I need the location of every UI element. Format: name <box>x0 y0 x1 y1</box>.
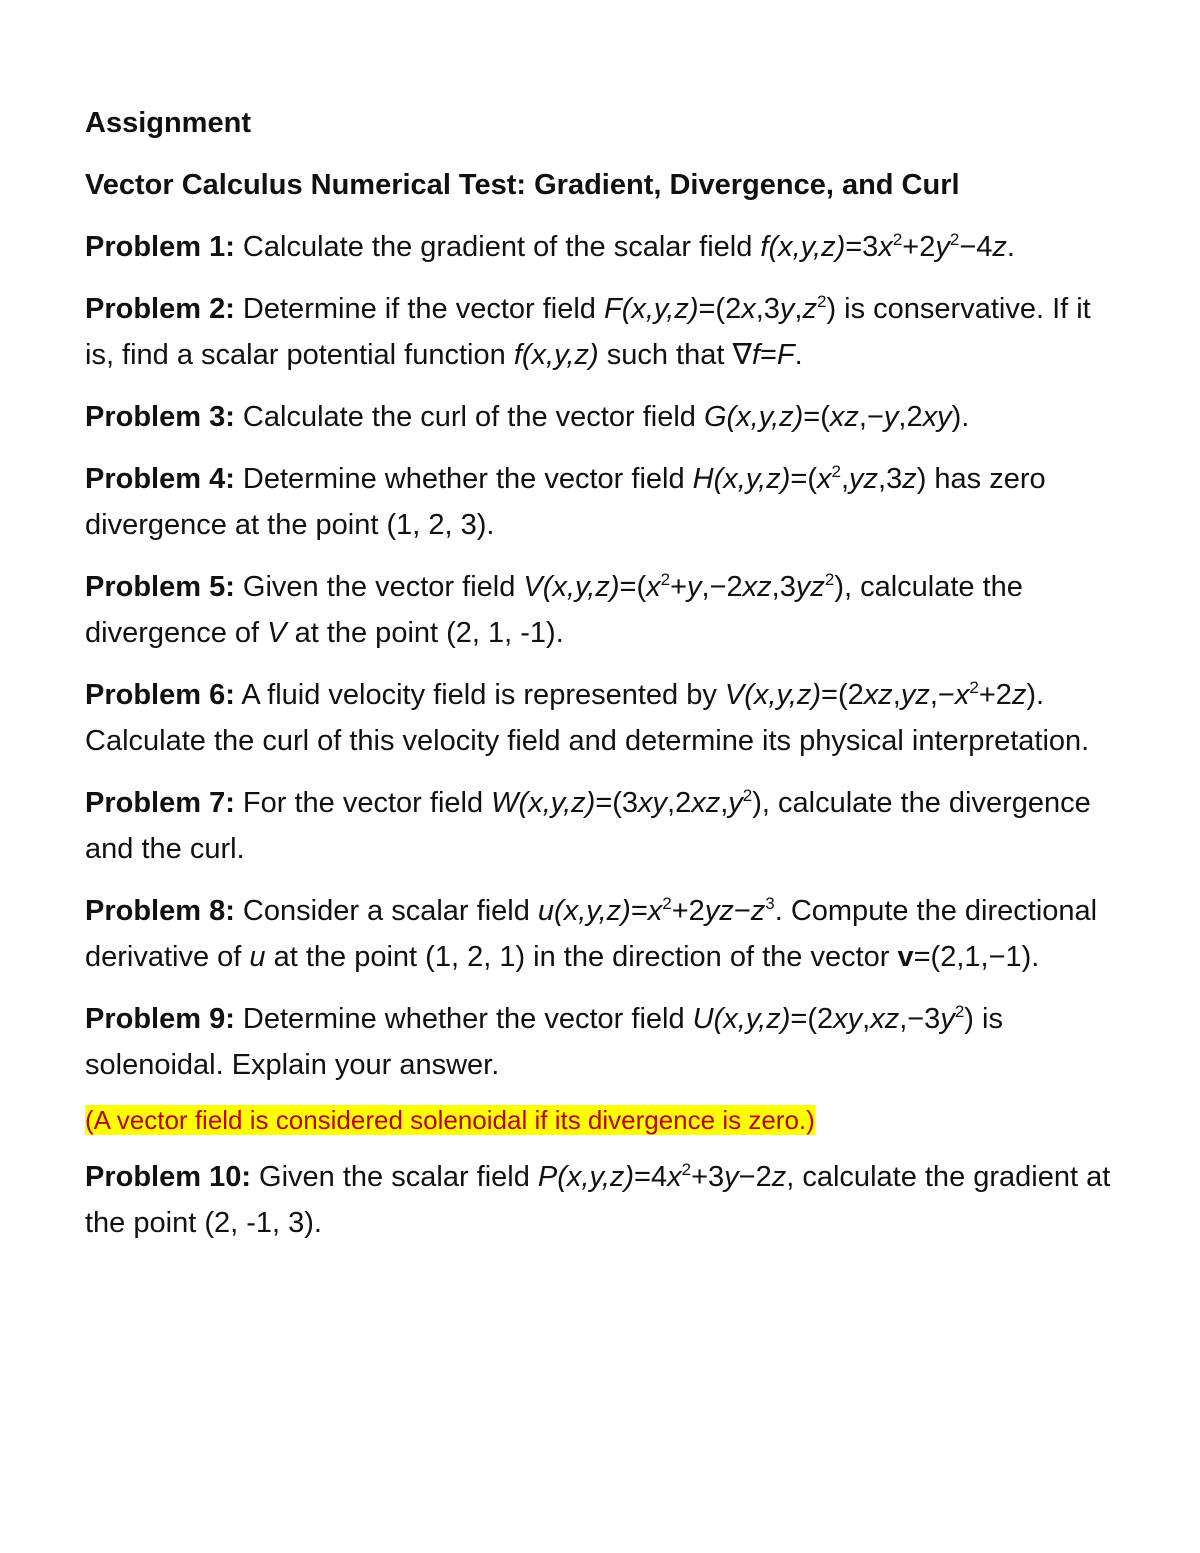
problem-6: Problem 6: A fluid velocity field is represented by $V(x,y,z)=(2xz,yz,-x^2+2z)$. Calculate the curl of this velocity field and determine its physical interpretation. <box>85 678 1090 757</box>
problem-10: Problem 10: Given the scalar field $P(x,y,z)=4x^2+3y-2z$, calculate the gradient at the point (2, -1, 3). <box>85 1160 1111 1239</box>
problem-9: Problem 9: Determine whether the vector field $U(x,y,z)=(2xy,xz,-3y^2)$ is solenoidal. Explain your answer. <box>85 1002 1003 1081</box>
problem-2: Problem 2: Determine if the vector field $F(x,y,z)=(2x,3y,z^2)$ is conservative. If it is, find a scalar potential function f(x,y,z) such that ∇f=F. <box>85 292 1091 371</box>
document-page <box>85 100 1125 1262</box>
nabla-symbol: ∇ <box>732 339 752 371</box>
problem-label: Problem 4: <box>85 463 235 495</box>
problem-1: Problem 1: Calculate the gradient of the scalar field $f(x,y,z)=3x^2+2y^2-4z$. <box>85 230 1015 263</box>
highlighted-note-text: (A vector field is considered solenoidal if its divergence is zero.) <box>85 1105 815 1135</box>
problem-4: Problem 4: Determine whether the vector field $H(x,y,z)=(x^2,yz,3z)$ has zero divergence at the point (1, 2, 3). <box>85 462 1046 541</box>
document-label: Assignment <box>85 107 251 139</box>
problem-label: Problem 10: <box>85 1161 251 1193</box>
problem-label: Problem 9: <box>85 1003 235 1035</box>
problem-label: Problem 1: <box>85 231 235 263</box>
problem-7: Problem 7: For the vector field $W(x,y,z)=(3xy,2xz,y^2)$, calculate the divergence and the curl. <box>85 786 1091 865</box>
problem-8: Problem 8: Consider a scalar field $u(x,y,z)=x^2+2yz-z^3$. Compute the directional derivative of u at the point (1, 2, 1) in the direction of the vector v=(2,1,−1). <box>85 894 1098 973</box>
problem-label: Problem 2: <box>85 293 235 325</box>
solenoidal-note <box>85 1100 1125 1140</box>
problem-label: Problem 6: <box>85 679 235 711</box>
problem-label: Problem 3: <box>85 401 235 433</box>
problem-label: Problem 8: <box>85 895 235 927</box>
problem-label: Problem 7: <box>85 787 235 819</box>
document-title: Vector Calculus Numerical Test: Gradient, Divergence, and Curl <box>85 169 960 201</box>
problem-label: Problem 5: <box>85 571 235 603</box>
problem-5: Problem 5: Given the vector field $V(x,y,z)=(x^2+y,-2xz,3yz^2)$, calculate the divergence of V at the point (2, 1, -1). <box>85 570 1023 649</box>
problem-3: Problem 3: Calculate the curl of the vector field G(x,y,z)=(xz,−y,2xy). <box>85 401 970 433</box>
